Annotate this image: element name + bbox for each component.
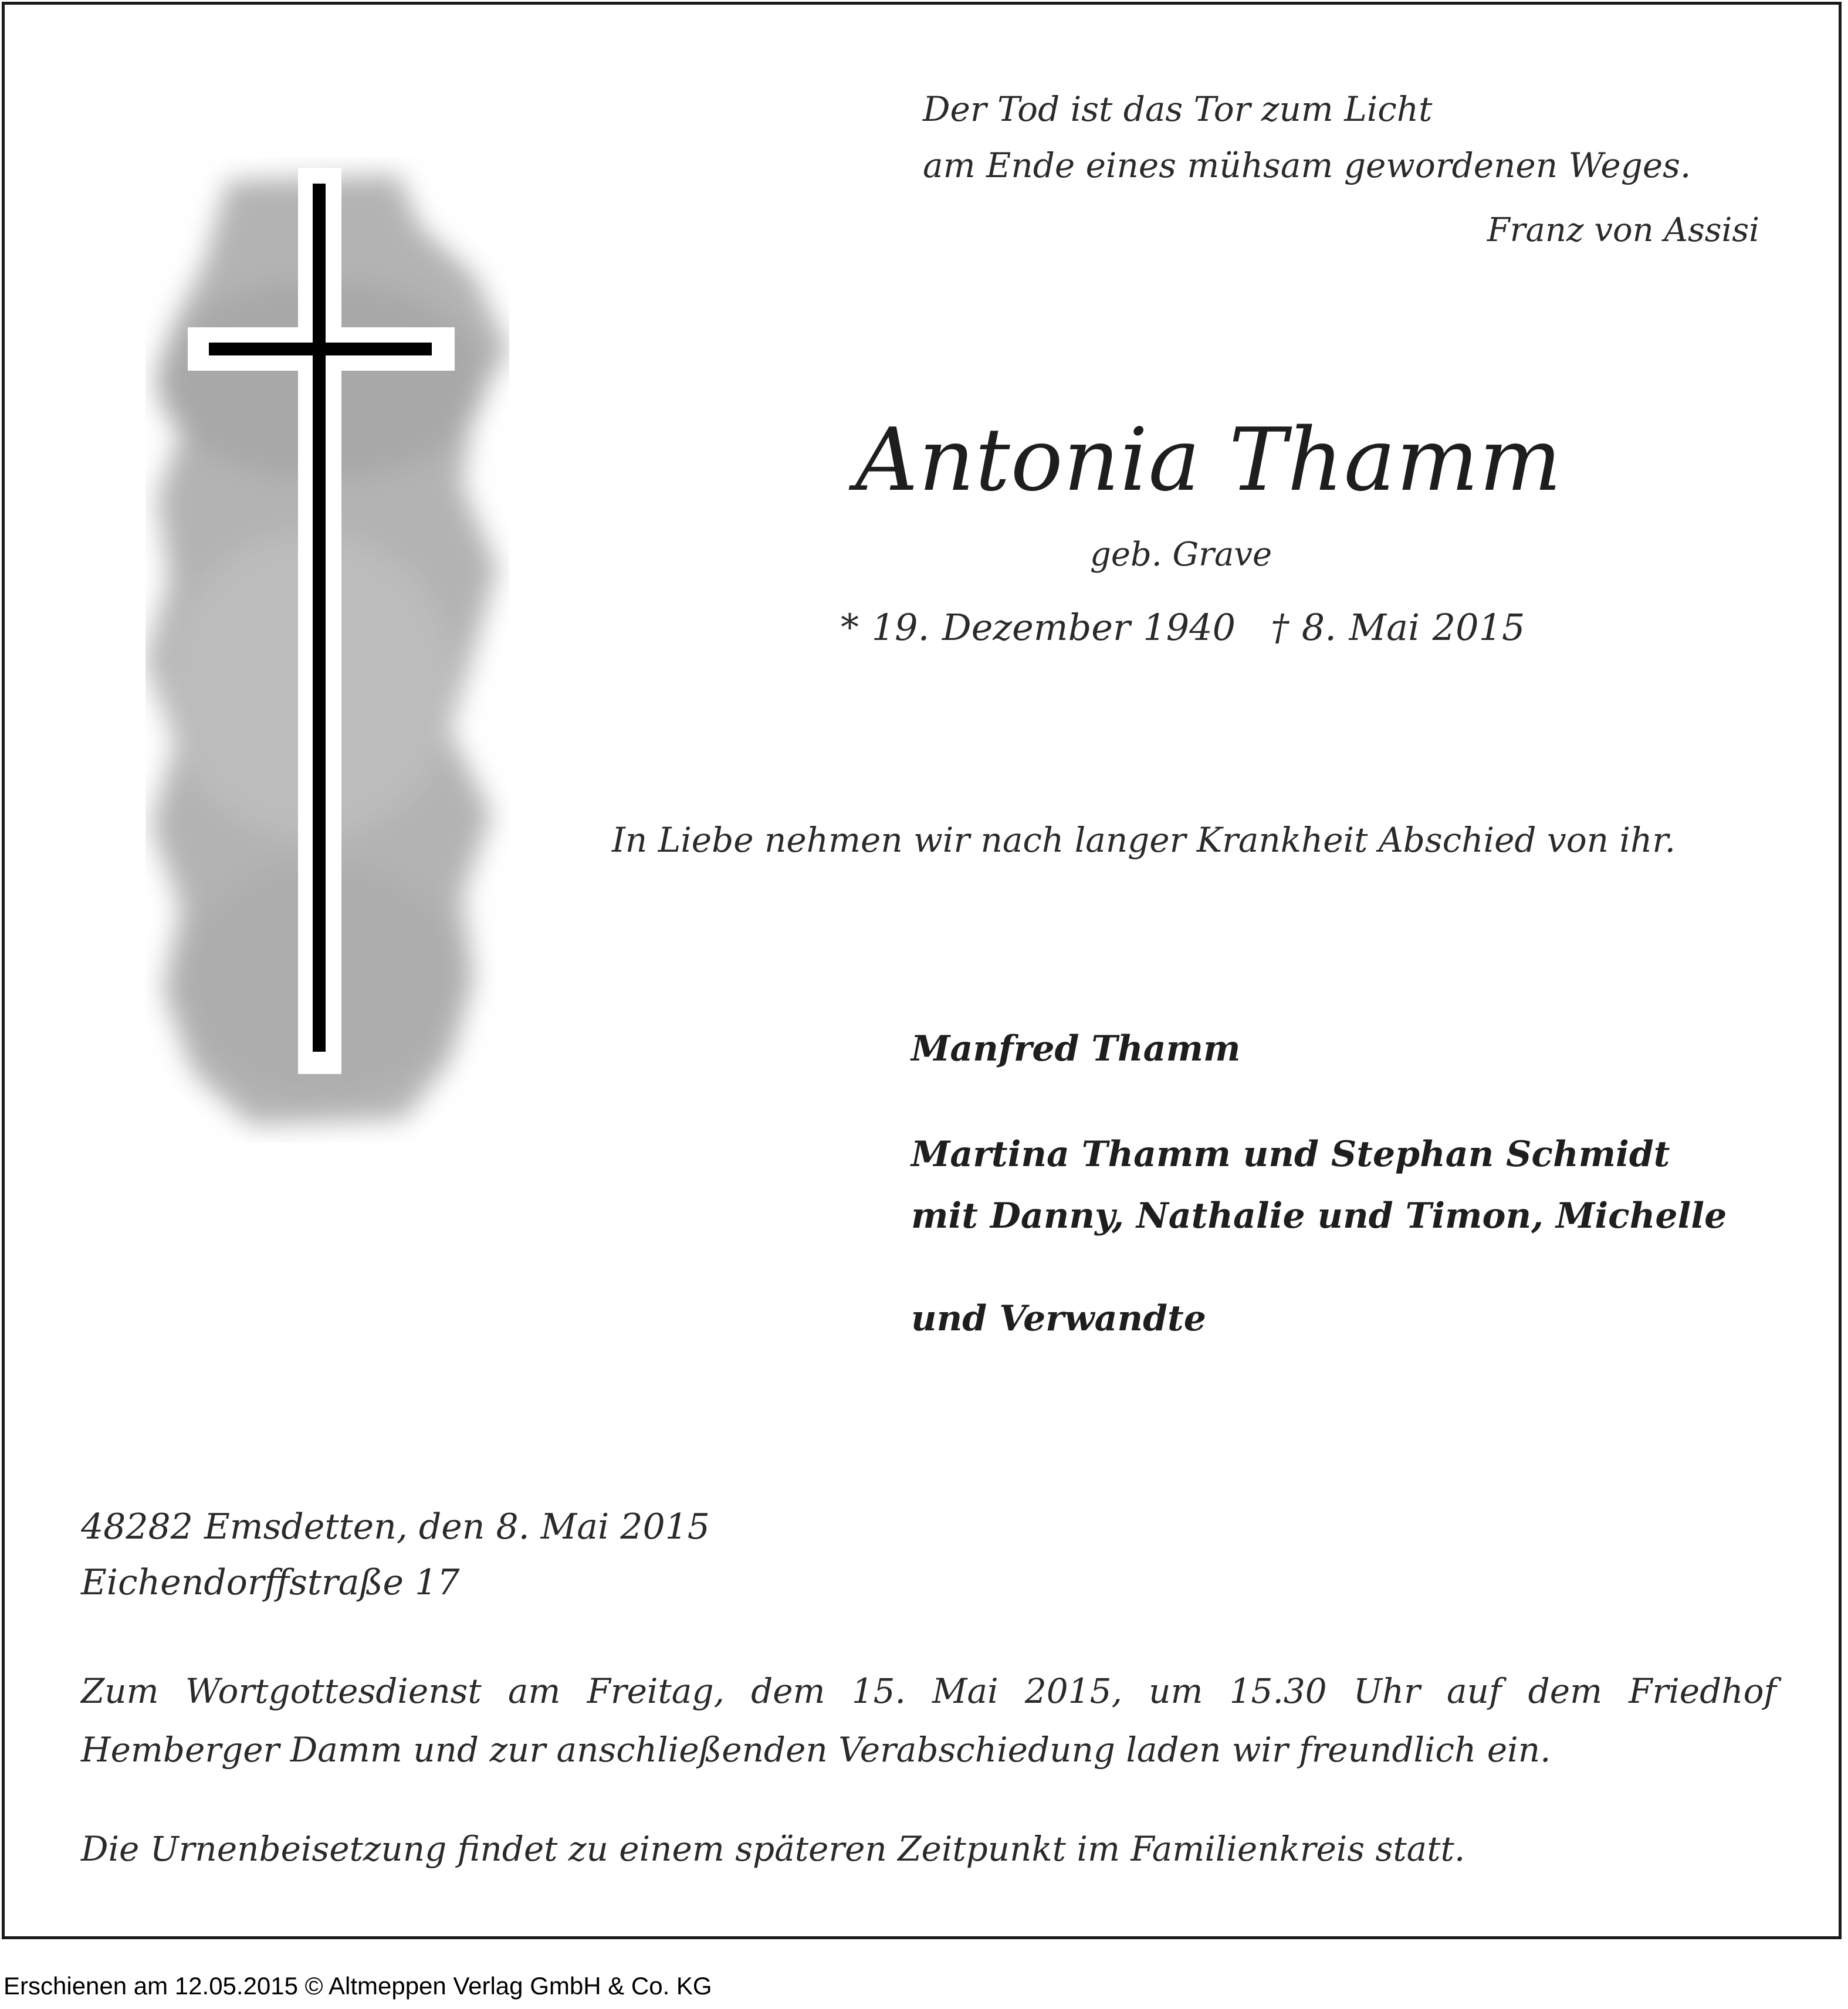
quote-line-1: Der Tod ist das Tor zum Licht xyxy=(923,89,1433,129)
death-date: † 8. Mai 2015 xyxy=(1271,606,1525,649)
family-line-1: Manfred Thamm xyxy=(911,1028,1241,1069)
family-line-3: mit Danny, Nathalie und Timon, Michelle xyxy=(911,1195,1727,1236)
urn-note: Die Urnenbeisetzung findet zu einem späteren Zeitpunkt im Familienkreis statt. xyxy=(81,1829,1465,1869)
family-line-4: und Verwandte xyxy=(911,1298,1206,1339)
obituary-frame xyxy=(2,2,1842,1939)
service-notice xyxy=(81,1662,1776,1779)
maiden-name: geb. Grave xyxy=(1090,536,1272,574)
life-dates xyxy=(841,606,1525,649)
birth-date: * 19. Dezember 1940 xyxy=(841,606,1236,649)
family-line-2: Martina Thamm und Stephan Schmidt xyxy=(911,1134,1670,1175)
deceased-name: Antonia Thamm xyxy=(855,409,1562,510)
publication-footer: Erschienen am 12.05.2015 © Altmeppen Verlag GmbH & Co. KG xyxy=(4,1972,712,2000)
farewell-text: In Liebe nehmen wir nach langer Krankheit Abschied von ihr. xyxy=(612,820,1676,860)
service-line-2: Hemberger Damm und zur anschließenden Verabschiedung laden wir freundlich ein. xyxy=(81,1730,1551,1770)
quote-line-2: am Ende eines mühsam gewordenen Weges. xyxy=(923,145,1691,185)
service-line-1: Zum Wortgottesdienst am Freitag, dem 15. Mai 2015, um 15.30 Uhr auf dem Friedhof xyxy=(81,1671,1776,1711)
cross-icon xyxy=(145,157,509,1143)
address-line-1: 48282 Emsdetten, den 8. Mai 2015 xyxy=(81,1506,710,1547)
address-line-2: Eichendorffstraße 17 xyxy=(81,1562,460,1603)
quote-author: Franz von Assisi xyxy=(1487,211,1759,249)
